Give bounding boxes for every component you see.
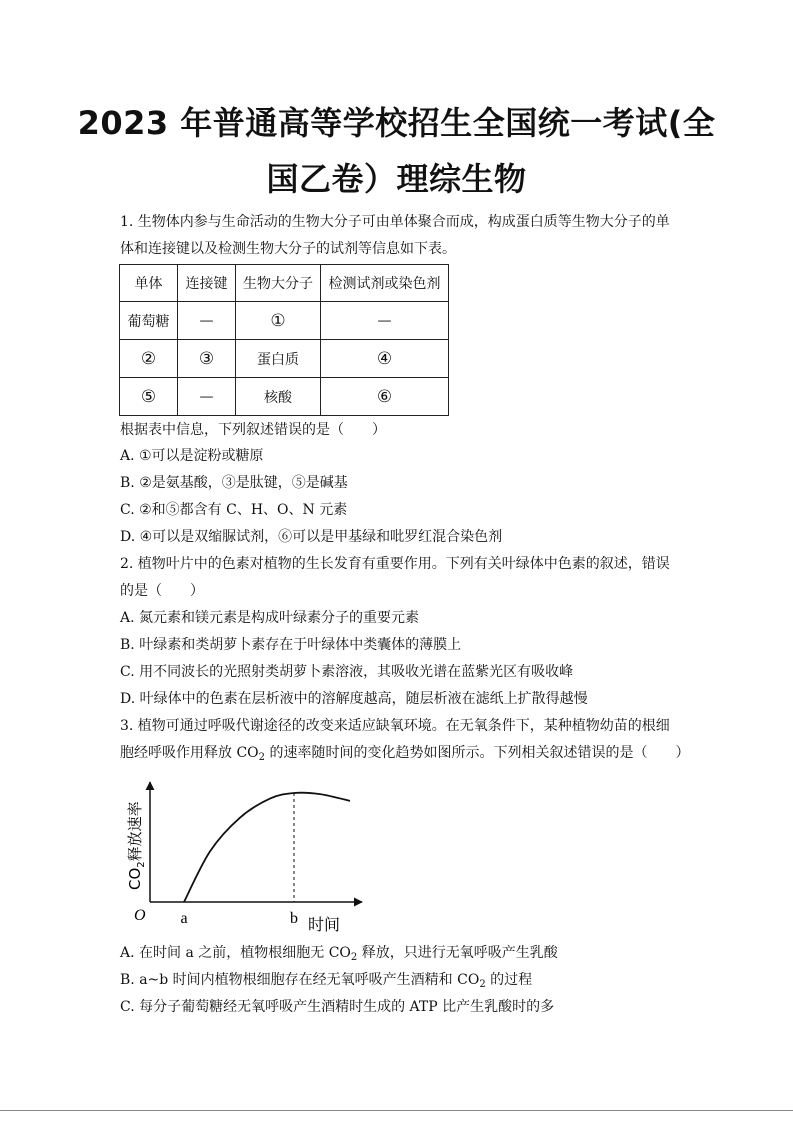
co2-release-rate-chart (108, 778, 370, 936)
q1-option-c: C. ②和⑤都含有 C、H、O、N 元素 (120, 502, 348, 518)
q3-stem-line-1: 3. 植物可通过呼吸代谢途径的改变来适应缺氧环境。在无氧条件下，某种植物幼苗的根细 (120, 718, 670, 734)
q3-stem-text: 胞经呼吸作用释放 CO (120, 745, 259, 761)
q2-option-a: A. 氮元素和镁元素是构成叶绿素分子的重要元素 (120, 610, 420, 626)
table-row (120, 302, 449, 340)
q2-stem-line-1: 2. 植物叶片中的色素对植物的生长发育有重要作用。下列有关叶绿体中色素的叙述，错误 (120, 556, 670, 572)
y-axis-label-part: CO (126, 867, 144, 890)
q3-option-text: 释放，只进行无氧呼吸产生乳酸 (357, 945, 558, 961)
q3-option-text: B. a~b 时间内植物根细胞存在经无氧呼吸产生酒精和 CO (120, 972, 480, 988)
x-axis-label: 时间 (308, 915, 341, 934)
table-cell: — (178, 378, 236, 416)
table-row (120, 340, 449, 378)
subscript: 2 (479, 979, 486, 990)
footer-divider (0, 1110, 793, 1111)
q1-option-d: D. ④可以是双缩脲试剂，⑥可以是甲基绿和吡罗红混合染色剂 (120, 529, 503, 545)
table-cell: 核酸 (236, 378, 321, 416)
q3-option-b (120, 971, 532, 989)
table-cell: 葡萄糖 (120, 302, 178, 340)
q3-stem-line-2 (120, 744, 689, 762)
q3-option-text: 的过程 (485, 972, 533, 988)
q3-option-a (120, 944, 558, 962)
table-cell: — (178, 302, 236, 340)
q1-option-b: B. ②是氨基酸，③是肽键，⑤是碱基 (120, 475, 348, 491)
q2-option-b: B. 叶绿素和类胡萝卜素存在于叶绿体中类囊体的薄膜上 (120, 637, 462, 653)
q2-stem-line-2: 的是（ ） (120, 583, 204, 599)
page-title-line-1: 2023 年普通高等学校招生全国统一考试(全 (77, 104, 716, 142)
table-cell: ④ (321, 340, 449, 378)
x-tick-label-b: b (290, 910, 298, 927)
q1-option-a: A. ①可以是淀粉或糖原 (120, 448, 264, 464)
table-cell: ① (236, 302, 321, 340)
q2-option-c: C. 用不同波长的光照射类胡萝卜素溶液，其吸收光谱在蓝紫光区有吸收峰 (120, 664, 574, 680)
table-cell: ⑤ (120, 378, 178, 416)
table-header-cell: 连接键 (178, 265, 236, 302)
q2-option-d: D. 叶绿体中的色素在层析液中的溶解度越高，随层析液在滤纸上扩散得越慢 (120, 691, 588, 707)
co2-rate-curve (184, 793, 350, 902)
q1-stem-line-2: 体和连接键以及检测生物大分子的试剂等信息如下表。 (120, 241, 456, 257)
y-axis-label-part: 释放速率 (126, 801, 144, 862)
table-header-cell: 检测试剂或染色剂 (321, 265, 449, 302)
page-title-line-2: 国乙卷）理综生物 (266, 160, 527, 198)
table-cell: ⑥ (321, 378, 449, 416)
q1-question: 根据表中信息，下列叙述错误的是（ ） (120, 422, 386, 438)
table-row (120, 378, 449, 416)
x-tick-label-a: a (180, 910, 188, 927)
q3-option-text: A. 在时间 a 之前，植物根细胞无 CO (120, 945, 351, 961)
origin-label: O (134, 907, 146, 924)
subscript: 2 (350, 952, 358, 963)
table-cell: ② (120, 340, 178, 378)
table-header-row (120, 265, 449, 302)
q3-option-c: C. 每分子葡萄糖经无氧呼吸产生酒精时生成的 ATP 比产生乳酸时的多 (120, 999, 555, 1015)
table-header-cell: 生物大分子 (236, 265, 321, 302)
table-header-cell: 单体 (120, 265, 178, 302)
y-axis-label (126, 801, 147, 890)
subscript: 2 (258, 752, 266, 763)
y-axis-label-subscript: 2 (136, 861, 147, 868)
table-cell: — (321, 302, 449, 340)
table-cell: 蛋白质 (236, 340, 321, 378)
q1-info-table (119, 264, 449, 416)
q1-stem-line-1: 1. 生物体内参与生命活动的生物大分子可由单体聚合而成，构成蛋白质等生物大分子的单 (120, 214, 670, 230)
table-cell: ③ (178, 340, 236, 378)
q3-stem-text: 的速率随时间的变化趋势如图所示。下列相关叙述错误的是（ ） (265, 745, 690, 761)
